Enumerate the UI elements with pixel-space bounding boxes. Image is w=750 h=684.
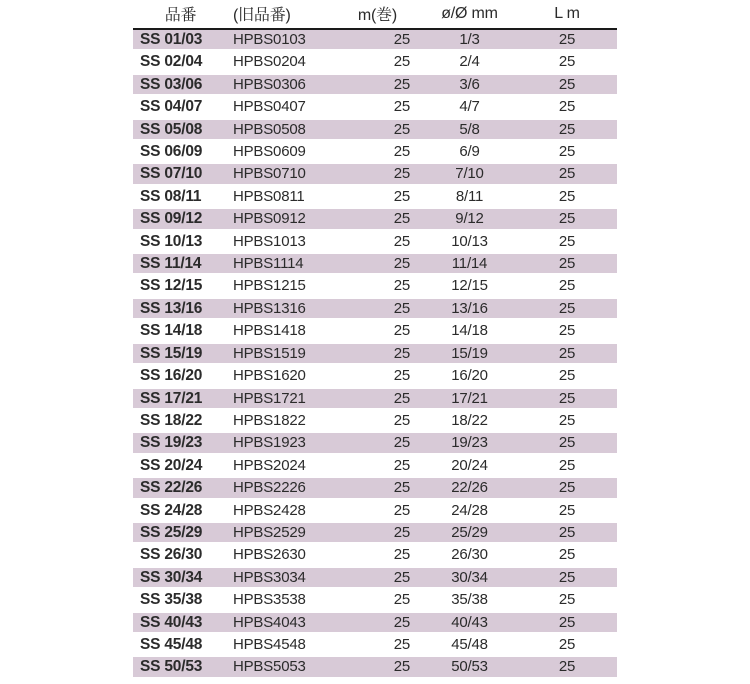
cell: 6/9	[422, 142, 517, 164]
cell: SS 15/19	[133, 344, 228, 366]
table-row	[133, 478, 617, 500]
cell: HPBS1519	[228, 344, 328, 366]
table-row	[133, 142, 617, 164]
cell: SS 50/53	[133, 657, 228, 679]
table-row	[133, 321, 617, 343]
cell: HPBS0103	[228, 30, 328, 52]
cell: 25	[517, 321, 617, 343]
cell: 25	[517, 523, 617, 545]
table-row	[133, 366, 617, 388]
cell: HPBS1923	[228, 433, 328, 455]
cell: HPBS3538	[228, 590, 328, 612]
cell: 25	[328, 635, 422, 657]
cell: 25	[517, 299, 617, 321]
table-row	[133, 433, 617, 455]
cell: 4/7	[422, 97, 517, 119]
table-row	[133, 613, 617, 635]
cell: SS 03/06	[133, 75, 228, 97]
cell: 25	[517, 545, 617, 567]
cell: 24/28	[422, 501, 517, 523]
cell: HPBS0306	[228, 75, 328, 97]
cell: HPBS1215	[228, 276, 328, 298]
cell: 15/19	[422, 344, 517, 366]
cell: HPBS1013	[228, 232, 328, 254]
cell: HPBS0811	[228, 187, 328, 209]
table-row	[133, 187, 617, 209]
cell: 3/6	[422, 75, 517, 97]
table-row	[133, 456, 617, 478]
cell: 25	[517, 590, 617, 612]
cell: 25	[517, 433, 617, 455]
cell: 12/15	[422, 276, 517, 298]
cell: 9/12	[422, 209, 517, 231]
cell: 26/30	[422, 545, 517, 567]
cell: 25	[328, 613, 422, 635]
cell: 25	[517, 52, 617, 74]
cell: 22/26	[422, 478, 517, 500]
cell: SS 35/38	[133, 590, 228, 612]
cell: SS 20/24	[133, 456, 228, 478]
cell: 25	[328, 545, 422, 567]
cell: 35/38	[422, 590, 517, 612]
cell: 25	[517, 344, 617, 366]
cell: 20/24	[422, 456, 517, 478]
table-row	[133, 97, 617, 119]
cell: SS 11/14	[133, 254, 228, 276]
cell: 25	[328, 657, 422, 679]
table-row	[133, 120, 617, 142]
cell: HPBS1822	[228, 411, 328, 433]
cell: 25	[517, 254, 617, 276]
cell: 25	[328, 501, 422, 523]
cell: 40/43	[422, 613, 517, 635]
column-header-old-part-number: (旧品番)	[228, 0, 328, 30]
cell: SS 06/09	[133, 142, 228, 164]
cell: SS 14/18	[133, 321, 228, 343]
table-row	[133, 657, 617, 679]
cell: 25	[328, 568, 422, 590]
cell: HPBS2024	[228, 456, 328, 478]
cell: 50/53	[422, 657, 517, 679]
cell: 25	[517, 142, 617, 164]
table-row	[133, 389, 617, 411]
cell: SS 01/03	[133, 30, 228, 52]
cell: 16/20	[422, 366, 517, 388]
cell: 25	[517, 411, 617, 433]
cell: 25	[328, 411, 422, 433]
cell: 19/23	[422, 433, 517, 455]
cell: 25	[328, 254, 422, 276]
cell: HPBS0508	[228, 120, 328, 142]
cell: 25	[517, 568, 617, 590]
cell: 25	[517, 164, 617, 186]
cell: HPBS4043	[228, 613, 328, 635]
cell: 25	[517, 478, 617, 500]
cell: SS 12/15	[133, 276, 228, 298]
cell: 25	[328, 164, 422, 186]
table-row	[133, 635, 617, 657]
cell: HPBS3034	[228, 568, 328, 590]
cell: 8/11	[422, 187, 517, 209]
cell: 10/13	[422, 232, 517, 254]
product-spec-table	[133, 0, 617, 680]
cell: SS 26/30	[133, 545, 228, 567]
cell: 25	[328, 30, 422, 52]
column-header-meters-per-roll: m(巻)	[328, 0, 422, 30]
table-row	[133, 30, 617, 52]
cell: 25	[328, 523, 422, 545]
cell: HPBS4548	[228, 635, 328, 657]
table-row	[133, 411, 617, 433]
cell: HPBS5053	[228, 657, 328, 679]
cell: 25	[517, 635, 617, 657]
cell: 25	[517, 75, 617, 97]
cell: SS 40/43	[133, 613, 228, 635]
table-row	[133, 545, 617, 567]
table-row	[133, 590, 617, 612]
cell: 25	[328, 232, 422, 254]
cell: 25	[328, 299, 422, 321]
cell: 25	[328, 52, 422, 74]
table-header	[133, 0, 617, 30]
cell: SS 10/13	[133, 232, 228, 254]
table-row	[133, 344, 617, 366]
cell: 25	[517, 232, 617, 254]
cell: HPBS0710	[228, 164, 328, 186]
cell: SS 08/11	[133, 187, 228, 209]
cell: HPBS0204	[228, 52, 328, 74]
cell: HPBS1620	[228, 366, 328, 388]
cell: 25	[517, 97, 617, 119]
table-row	[133, 75, 617, 97]
cell: 25	[517, 456, 617, 478]
cell: 25	[517, 209, 617, 231]
cell: SS 30/34	[133, 568, 228, 590]
cell: 25	[517, 120, 617, 142]
column-header-length-m: L m	[517, 0, 617, 30]
cell: 18/22	[422, 411, 517, 433]
cell: HPBS0407	[228, 97, 328, 119]
table-row	[133, 254, 617, 276]
table-body	[133, 30, 617, 680]
cell: 25	[328, 209, 422, 231]
cell: HPBS1114	[228, 254, 328, 276]
cell: 25	[328, 75, 422, 97]
cell: HPBS2226	[228, 478, 328, 500]
cell: 25	[517, 366, 617, 388]
cell: HPBS1418	[228, 321, 328, 343]
cell: 25	[328, 366, 422, 388]
table-row	[133, 164, 617, 186]
cell: 25/29	[422, 523, 517, 545]
cell: SS 22/26	[133, 478, 228, 500]
cell: 25	[328, 590, 422, 612]
cell: SS 09/12	[133, 209, 228, 231]
cell: 25	[328, 344, 422, 366]
cell: 25	[517, 657, 617, 679]
cell: 25	[328, 142, 422, 164]
cell: HPBS2529	[228, 523, 328, 545]
cell: HPBS0912	[228, 209, 328, 231]
cell: 1/3	[422, 30, 517, 52]
table-row	[133, 52, 617, 74]
cell: HPBS2428	[228, 501, 328, 523]
cell: 30/34	[422, 568, 517, 590]
table-row	[133, 523, 617, 545]
cell: SS 24/28	[133, 501, 228, 523]
cell: 2/4	[422, 52, 517, 74]
cell: HPBS1316	[228, 299, 328, 321]
cell: 25	[328, 321, 422, 343]
cell: SS 04/07	[133, 97, 228, 119]
cell: 25	[328, 478, 422, 500]
cell: 25	[517, 389, 617, 411]
cell: HPBS0609	[228, 142, 328, 164]
cell: 13/16	[422, 299, 517, 321]
table-row	[133, 568, 617, 590]
column-header-diameter-mm: ø/Ø mm	[422, 0, 517, 30]
cell: SS 02/04	[133, 52, 228, 74]
cell: 5/8	[422, 120, 517, 142]
cell: HPBS1721	[228, 389, 328, 411]
table-row	[133, 232, 617, 254]
cell: 7/10	[422, 164, 517, 186]
cell: 25	[328, 276, 422, 298]
cell: 25	[517, 276, 617, 298]
column-header-part-number: 品番	[133, 0, 228, 30]
cell: SS 05/08	[133, 120, 228, 142]
cell: SS 25/29	[133, 523, 228, 545]
cell: 25	[328, 433, 422, 455]
cell: 17/21	[422, 389, 517, 411]
cell: 45/48	[422, 635, 517, 657]
cell: 14/18	[422, 321, 517, 343]
cell: 25	[328, 456, 422, 478]
cell: SS 16/20	[133, 366, 228, 388]
table-row	[133, 276, 617, 298]
cell: 25	[328, 97, 422, 119]
table-row	[133, 299, 617, 321]
cell: 25	[517, 187, 617, 209]
cell: SS 18/22	[133, 411, 228, 433]
table-row	[133, 209, 617, 231]
cell: HPBS2630	[228, 545, 328, 567]
cell: 25	[517, 30, 617, 52]
cell: 25	[517, 613, 617, 635]
cell: SS 45/48	[133, 635, 228, 657]
cell: 25	[328, 187, 422, 209]
cell: SS 07/10	[133, 164, 228, 186]
cell: SS 13/16	[133, 299, 228, 321]
cell: 25	[328, 389, 422, 411]
cell: SS 17/21	[133, 389, 228, 411]
header-row	[133, 0, 617, 30]
table-row	[133, 501, 617, 523]
cell: SS 19/23	[133, 433, 228, 455]
cell: 25	[328, 120, 422, 142]
cell: 25	[517, 501, 617, 523]
cell: 11/14	[422, 254, 517, 276]
